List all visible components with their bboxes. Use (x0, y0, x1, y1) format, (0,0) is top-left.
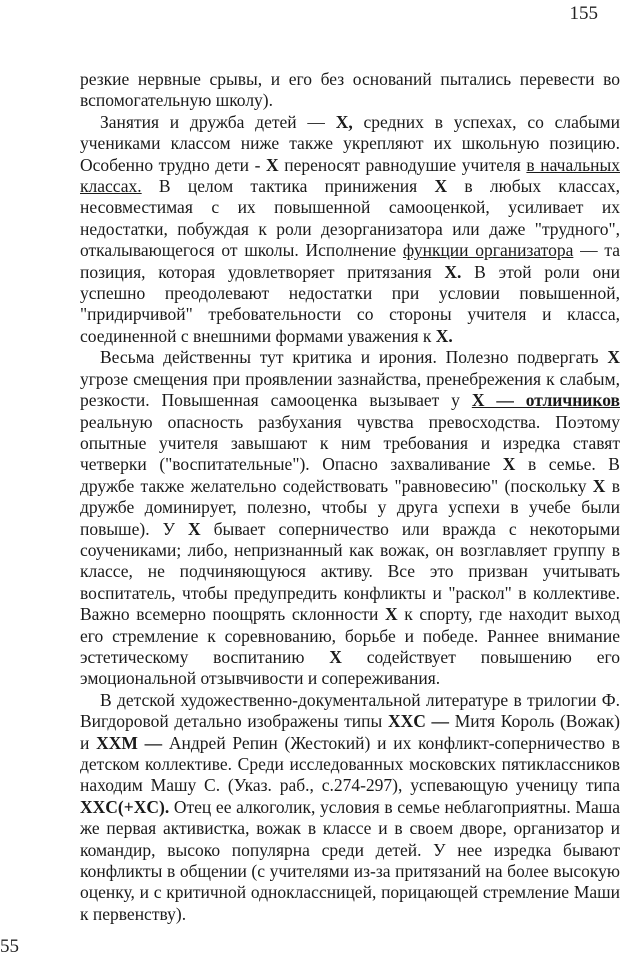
page-number: 155 (569, 3, 598, 24)
bold-run: XXC(+XC). (80, 796, 170, 817)
text-run: Митя Король (Вожак) и (80, 711, 620, 753)
underlined-run: функции организатора (402, 240, 574, 261)
text-run: Андрей Репин (Жестокий) и их конфликт-соперничество в детском коллективе. Среди исследованных московских пятиклассников находим Машу С. (Указ. раб., с.274-297), успевающую ученицу типа (80, 732, 620, 796)
paragraph (80, 69, 620, 112)
text-run: средних в успехах, со слабыми учениками классом ниже также укрепляют их школьную позицию. Особенно трудно дети - (80, 111, 620, 175)
text-run: реальную опасность разбухания чувства превосходства. Поэтому опытные учителя завышают к ним требования и изредка ставят четверки ("воспитательные"). Опасно захваливание (80, 411, 620, 475)
bold-run: X. (444, 261, 462, 282)
paragraph (80, 690, 620, 925)
text-run: бывает соперничество или вражда с некоторыми соучениками; либо, непризнанный как вожак, он возглавляет группу в классе, не подчиняющуюся активу. Все это призван учитывать воспитатель, чтобы предупредить конфликты и "раскол" в коллективе. Важно всемерно поощрять склонности (80, 518, 620, 625)
bold-run: X (434, 176, 448, 197)
text-run: В этой роли они успешно преодолевают недостатки при условии повышенной, "придирчивой" требовательности со стороны учителя и класса, соединенной с внешними формами уважения к (80, 261, 620, 346)
text-run: В детской художественно-документальной литературе в трилогии Ф. Вигдоровой детально изображены типы (80, 689, 620, 732)
text-run: Отец ее алкоголик, условия в семье неблагоприятны. Маша же первая активистка, вожак в классе и в своем дворе, организатор и командир, высоко популярна среди детей. У нее изредка бывают конфликты в общении (с учителями из-за притязаний на более высокую оценку, и с критичной одноклассницей, порицающей стремление Маши к первенству). (80, 796, 620, 924)
text-run: в семье. В дружбе также желательно содействовать "равновесию" (поскольку (80, 454, 620, 496)
bold-run: X (187, 518, 201, 539)
paragraph (80, 112, 620, 347)
bold-run: X (592, 475, 606, 496)
bold-run: X — отличников (471, 390, 620, 411)
text-run: — та позиция, которая удовлетворяет притязания (80, 240, 620, 282)
text-run: угрозе смещения при проявлении зазнайства, пренебрежения к слабым, резкости. Повышенная самооценка вызывает у (80, 368, 620, 411)
bold-run: X (329, 646, 342, 667)
bold-run: X (265, 154, 279, 175)
text-run: содействует повышению его эмоциональной отзывчивости и сопереживания. (80, 646, 620, 689)
text-run: Занятия и дружба детей — (100, 111, 336, 132)
bold-run: X, (335, 111, 353, 132)
paragraph (80, 347, 620, 690)
underlined-run: в начальных классах. (80, 154, 620, 197)
bold-run: X (502, 454, 516, 475)
text-run: к спорту, где находит выход его стремление к соревнованию, борьбе и победе. Раннее внимание эстетическому воспитанию (80, 604, 620, 667)
bold-run: X (607, 347, 620, 368)
bold-run: XXM — (96, 732, 163, 753)
bold-run: X. (435, 325, 453, 346)
page-number-bottom: 55 (0, 936, 19, 957)
text-run: резкие нервные срывы, и его без оснований пытались перевести во вспомогательную школу). (80, 69, 620, 111)
text-run: В целом тактика принижения (141, 176, 435, 197)
body-text (80, 69, 620, 925)
bold-run: XXC — (387, 711, 450, 732)
bold-run: X (384, 604, 398, 625)
text-run: в дружбе доминирует, полезно, чтобы у друга успехи в учебе были повыше). У (80, 475, 620, 539)
text-run: переносят равнодушие учителя (278, 154, 527, 175)
text-run: Весьма действенны тут критика и ирония. Полезно подвергать (100, 347, 608, 368)
text-run: в любых классах, несовместимая с их повышенной самооценкой, усиливает их недостатки, побуждая к роли дезорганизатора или даже "трудного", откалывающегося от школы. Исполнение (80, 176, 620, 261)
